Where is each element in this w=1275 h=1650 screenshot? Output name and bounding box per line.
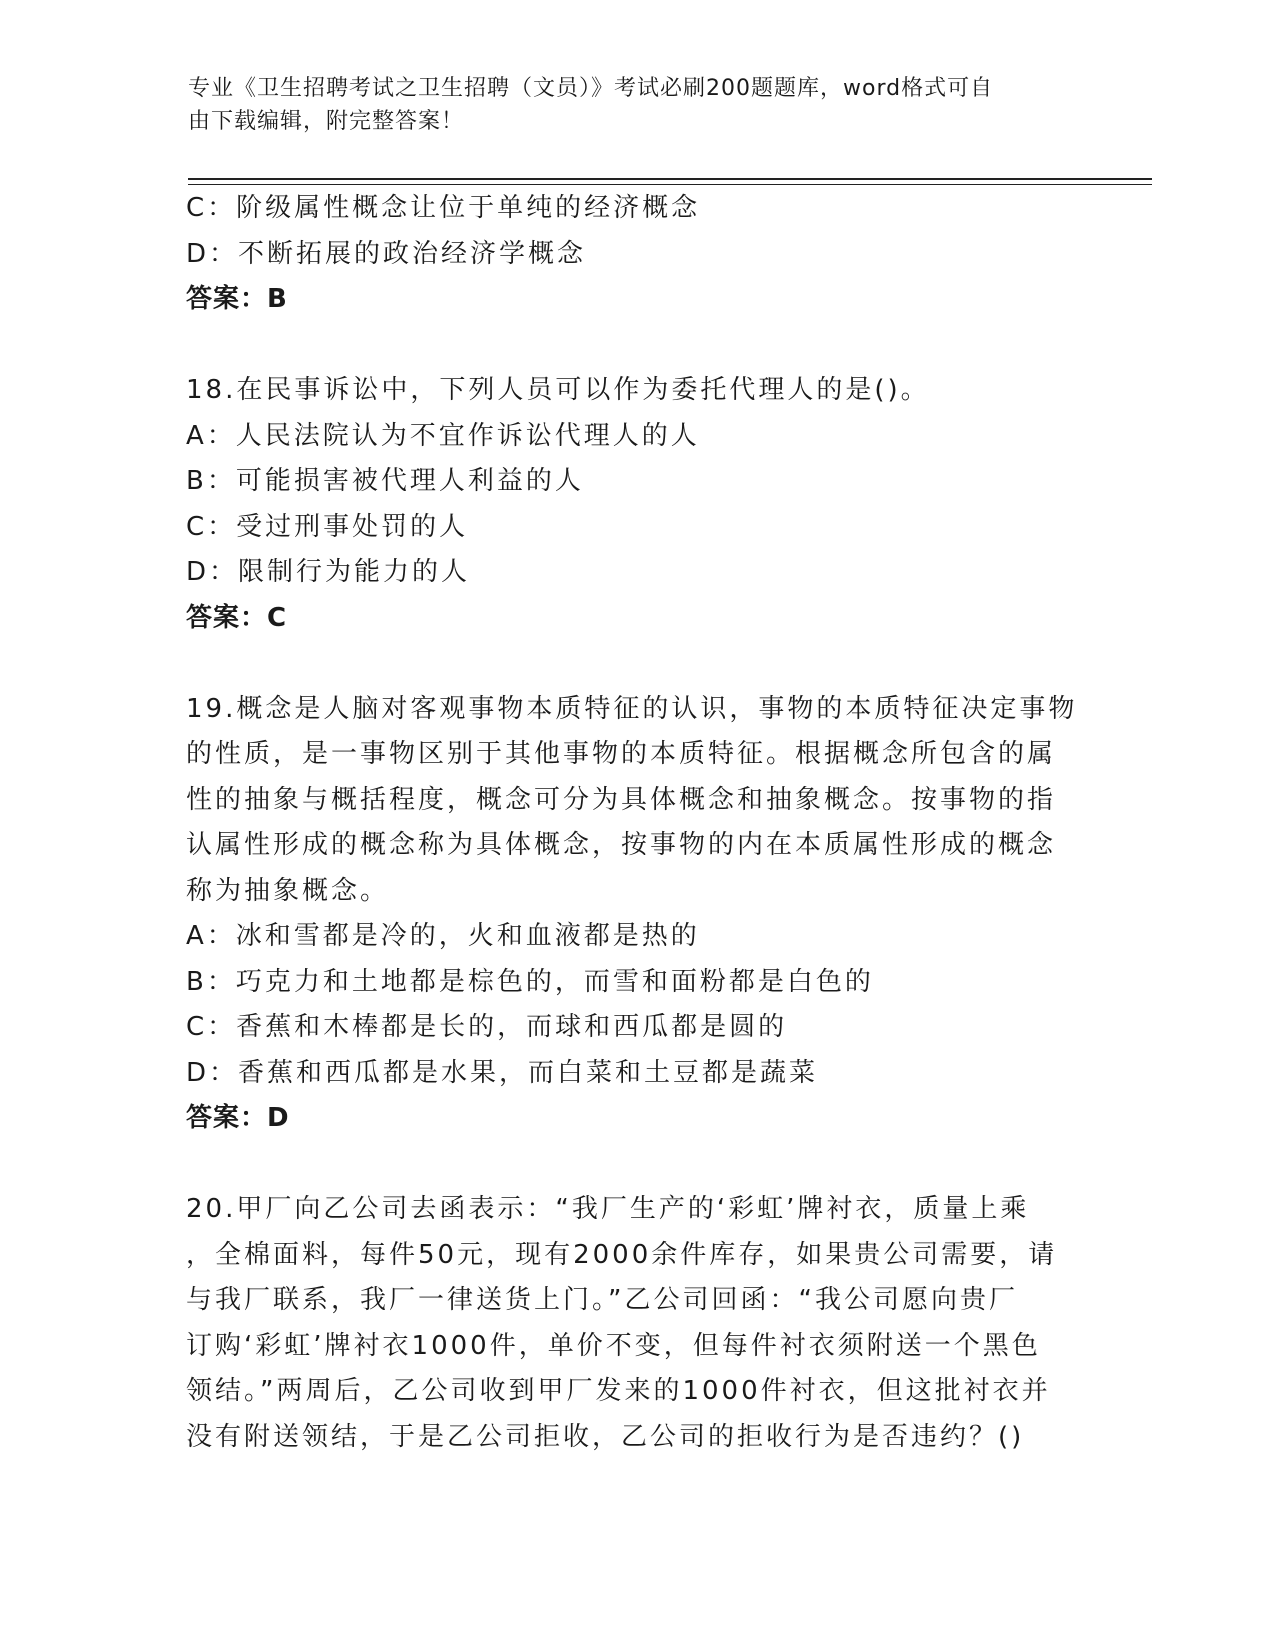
question-text-line: 19.概念是人脑对客观事物本质特征的认识，事物的本质特征决定事物	[186, 693, 1078, 724]
option-d: D：不断拓展的政治经济学概念	[186, 238, 587, 269]
option-c: C：受过刑事处罚的人	[186, 511, 469, 542]
question-text: 18.在民事诉讼中，下列人员可以作为委托代理人的是()。	[186, 375, 930, 405]
question-text-line: ，全棉面料，每件50元，现有2000余件库存，如果贵公司需要，请	[186, 1239, 1058, 1270]
answer-label: 答案：D	[186, 1103, 290, 1133]
option-b: B：巧克力和土地都是棕色的，而雪和面粉都是白色的	[186, 966, 874, 997]
option-a: A：人民法院认为不宜作诉讼代理人的人	[186, 420, 700, 451]
spacer	[186, 1142, 1076, 1188]
option-a: A：冰和雪都是冷的，火和血液都是热的	[186, 921, 700, 951]
question-18	[186, 368, 1076, 641]
question-20	[186, 1187, 1076, 1460]
question-text-line: 认属性形成的概念称为具体概念，按事物的内在本质属性形成的概念	[186, 830, 1057, 860]
question-text-line: 的性质，是一事物区别于其他事物的本质特征。根据概念所包含的属	[186, 739, 1057, 769]
question-17-tail	[186, 186, 1076, 323]
question-content	[186, 186, 1076, 1460]
document-header	[188, 72, 1068, 138]
header-divider-thin	[188, 184, 1152, 185]
question-text-line: 20.甲厂向乙公司去函表示：“我厂生产的‘彩虹’牌衬衣，质量上乘	[186, 1194, 1030, 1224]
spacer	[186, 323, 1076, 369]
answer-label: 答案：B	[186, 284, 288, 314]
question-text-line: 没有附送领结，于是乙公司拒收，乙公司的拒收行为是否违约？()	[186, 1421, 1025, 1452]
question-text-line: 性的抽象与概括程度，概念可分为具体概念和抽象概念。按事物的指	[186, 784, 1057, 815]
question-text-line: 与我厂联系，我厂一律送货上门。”乙公司回函：“我公司愿向贵厂	[186, 1285, 1018, 1315]
header-divider-thick	[188, 178, 1152, 180]
option-c: C：香蕉和木棒都是长的，而球和西瓜都是圆的	[186, 1012, 788, 1042]
option-d: D：香蕉和西瓜都是水果，而白菜和土豆都是蔬菜	[186, 1057, 819, 1088]
question-text-line: 订购‘彩虹’牌衬衣1000件，单价不变，但每件衬衣须附送一个黑色	[186, 1330, 1041, 1361]
header-line-1: 专业《卫生招聘考试之卫生招聘（文员）》考试必刷200题题库，word格式可自	[188, 76, 994, 101]
option-d: D：限制行为能力的人	[186, 557, 471, 587]
question-text-line: 称为抽象概念。	[186, 875, 390, 906]
spacer	[186, 641, 1076, 687]
option-c: C：阶级属性概念让位于单纯的经济概念	[186, 193, 701, 223]
option-b: B：可能损害被代理人利益的人	[186, 466, 584, 496]
question-text-line: 领结。”两周后，乙公司收到甲厂发来的1000件衬衣，但这批衬衣并	[186, 1376, 1051, 1406]
question-19	[186, 687, 1076, 1142]
header-line-2: 由下载编辑，附完整答案！	[188, 109, 465, 134]
answer-label: 答案：C	[186, 602, 288, 633]
